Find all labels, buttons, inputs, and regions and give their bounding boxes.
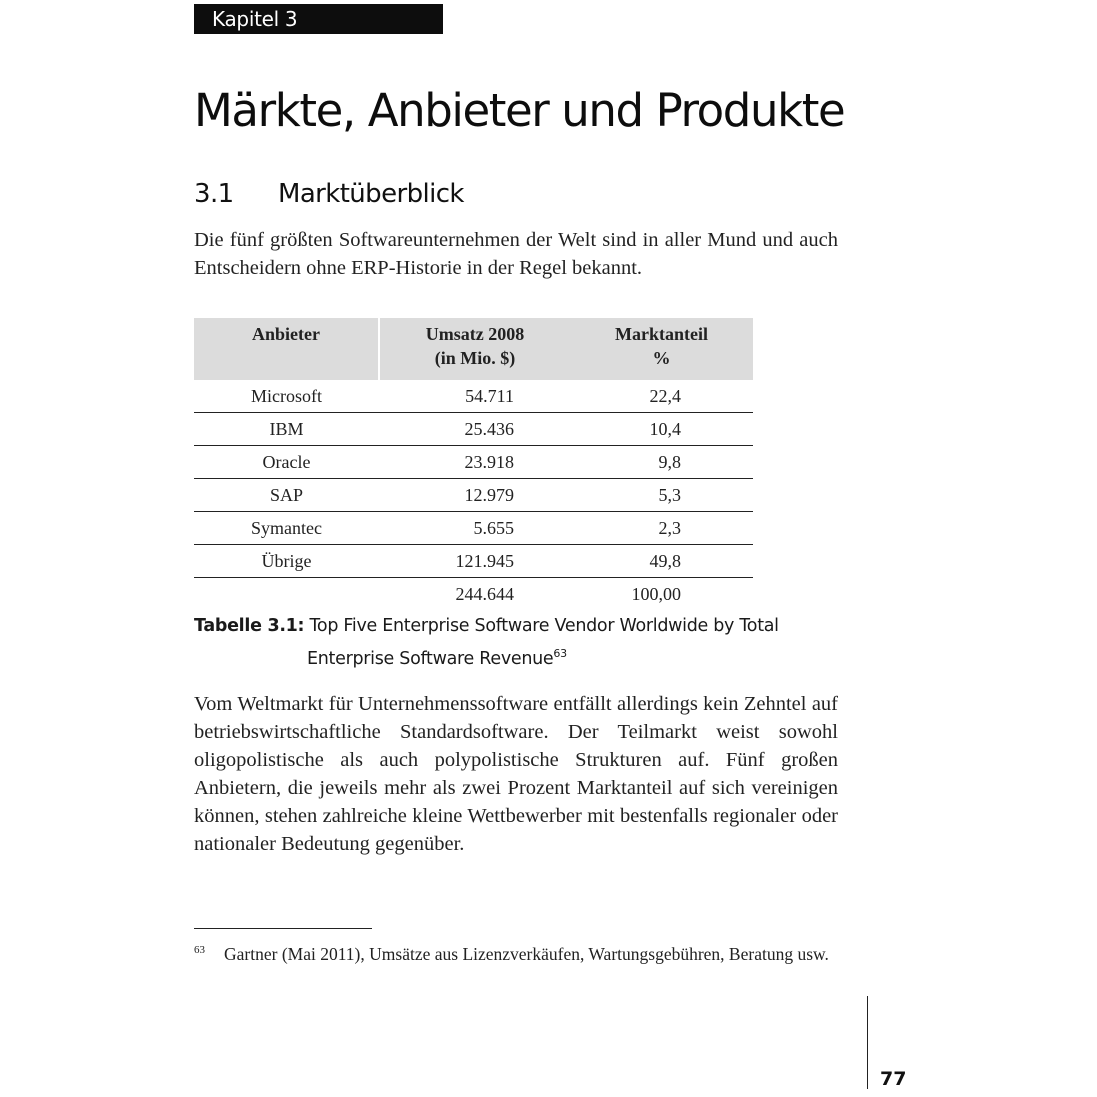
cell-share: 49,8 bbox=[570, 545, 753, 578]
cell-revenue: 12.979 bbox=[379, 479, 570, 512]
cell-revenue: 5.655 bbox=[379, 512, 570, 545]
page-margin-rule bbox=[867, 996, 868, 1089]
caption-label: Tabelle 3.1: bbox=[194, 616, 305, 636]
section-heading bbox=[194, 179, 464, 209]
cell-revenue: 54.711 bbox=[379, 380, 570, 413]
caption-line-2-wrap bbox=[194, 640, 779, 673]
cell-revenue: 23.918 bbox=[379, 446, 570, 479]
market-share-table bbox=[194, 318, 753, 610]
cell-share: 22,4 bbox=[570, 380, 753, 413]
header-revenue: Umsatz 2008 (in Mio. $) bbox=[379, 318, 570, 380]
cell-revenue: 121.945 bbox=[379, 545, 570, 578]
cell-vendor: Oracle bbox=[194, 446, 379, 479]
cell-vendor bbox=[194, 578, 379, 611]
header-share: Marktanteil % bbox=[570, 318, 753, 380]
chapter-title: Märkte, Anbieter und Produkte bbox=[194, 84, 845, 137]
table-row bbox=[194, 479, 753, 512]
chapter-label: Kapitel 3 bbox=[194, 4, 443, 34]
caption-line-2: Enterprise Software Revenue bbox=[307, 648, 554, 669]
page-number: 77 bbox=[880, 1068, 907, 1090]
table-row bbox=[194, 446, 753, 479]
footnote bbox=[194, 941, 838, 967]
footnote-divider bbox=[194, 928, 372, 929]
footnote-number: 63 bbox=[194, 944, 205, 956]
cell-vendor: IBM bbox=[194, 413, 379, 446]
table-row bbox=[194, 413, 753, 446]
section-title: Marktüberblick bbox=[278, 179, 464, 209]
caption-line-1: Top Five Enterprise Software Vendor Worldwide by Total bbox=[309, 616, 779, 636]
table-row bbox=[194, 380, 753, 413]
table-total-row bbox=[194, 578, 753, 611]
cell-vendor: Symantec bbox=[194, 512, 379, 545]
table-row bbox=[194, 545, 753, 578]
footnote-text: Gartner (Mai 2011), Umsätze aus Lizenzverkäufen, Wartungsgebühren, Beratung usw. bbox=[224, 944, 829, 964]
cell-revenue-total: 244.644 bbox=[455, 584, 514, 604]
cell-vendor: SAP bbox=[194, 479, 379, 512]
cell-vendor: Microsoft bbox=[194, 380, 379, 413]
cell-share: 5,3 bbox=[570, 479, 753, 512]
cell-share: 9,8 bbox=[570, 446, 753, 479]
section-number: 3.1 bbox=[194, 179, 234, 209]
cell-share: 10,4 bbox=[570, 413, 753, 446]
table-caption bbox=[194, 612, 779, 673]
table-header-row bbox=[194, 318, 753, 380]
cell-revenue: 25.436 bbox=[379, 413, 570, 446]
header-vendor: Anbieter bbox=[194, 318, 379, 380]
cell-vendor: Übrige bbox=[194, 545, 379, 578]
cell-share: 2,3 bbox=[570, 512, 753, 545]
intro-paragraph: Die fünf größten Softwareunternehmen der Welt sind in aller Mund und auch Entscheidern ohne ERP-Historie in der Regel bekannt. bbox=[194, 229, 838, 279]
caption-footnote-ref: 63 bbox=[553, 647, 567, 660]
body-paragraph: Vom Weltmarkt für Unternehmenssoftware entfällt allerdings kein Zehntel auf betriebswirtschaftliche Standardsoftware. Der Teilmarkt weist sowohl oligopolistische als auch polypolistische Strukturen auf. Fünf großen Anbietern, die jeweils mehr als zwei Prozent Marktanteil auf sich vereinigen können, stehen zahlreiche kleine Wettbewerber mit bestenfalls regionaler oder nationaler Bedeutung gegenüber. bbox=[194, 693, 838, 855]
cell-share-total: 100,00 bbox=[631, 584, 681, 604]
table-row bbox=[194, 512, 753, 545]
